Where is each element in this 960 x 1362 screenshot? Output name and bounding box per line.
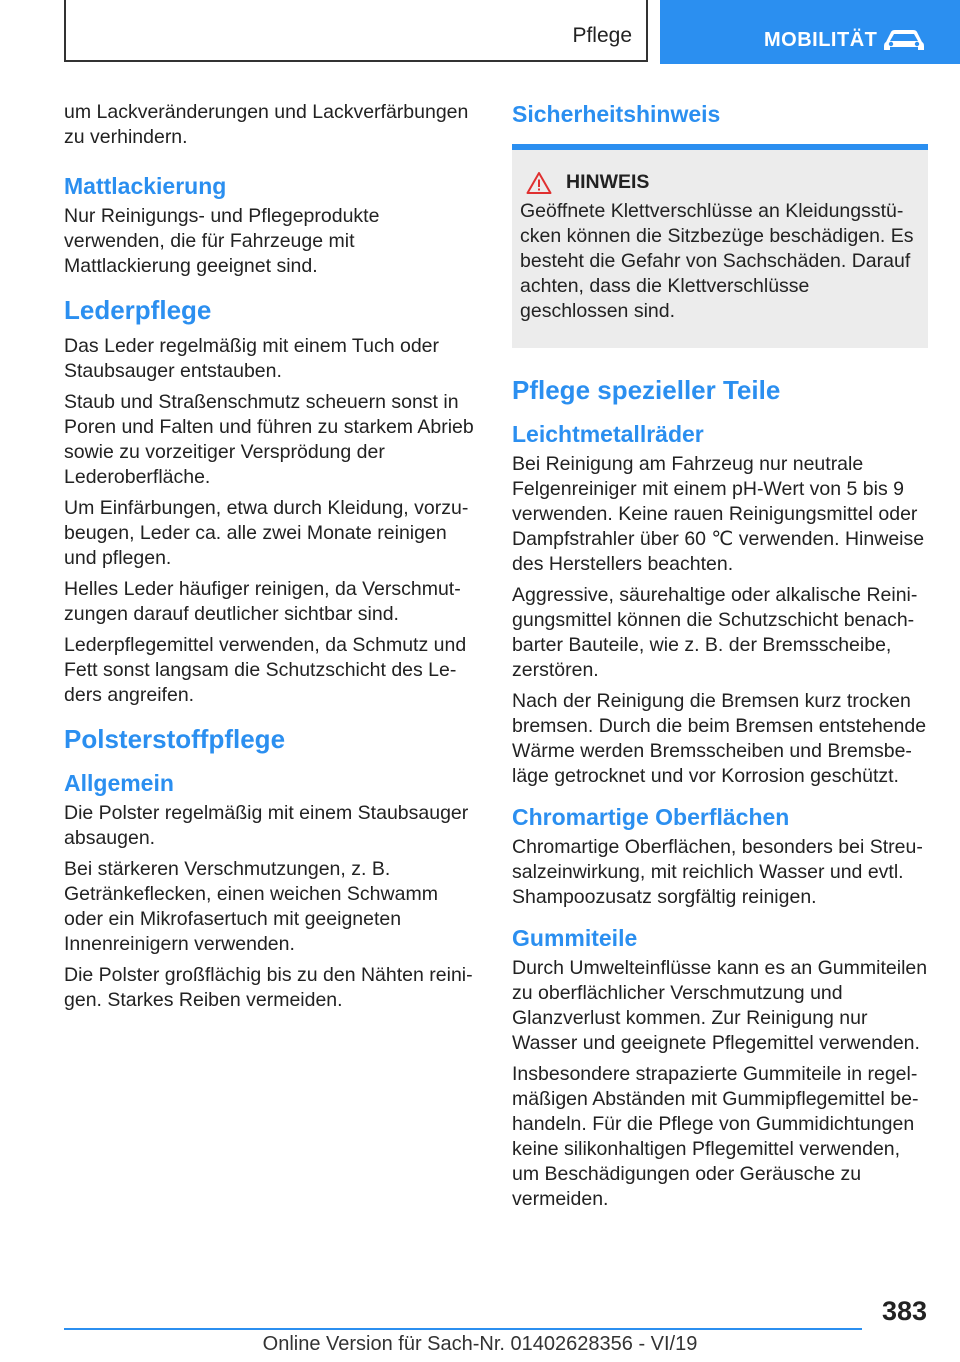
paragraph: Durch Umwelteinflüsse kann es an Gummiteilen zu oberflächlicher Verschmutzung und Glanzverlust kommen. Zur Reinigung nur Wasser und geeignete Pflegemittel verwenden. [512,957,928,1054]
paragraph: Chromartige Oberflächen, besonders bei Streusalzeinwirkung, mit reichlich Wasser und evtl. Shampoozusatz sorgfältig reinigen. [512,836,923,908]
heading-polsterstoffpflege: Polsterstoffpflege [64,724,286,754]
intro-paragraph: um Lackveränderungen und Lackverfärbungen zu verhindern. [64,101,469,148]
chapter-title: MOBILITÄT [764,29,878,51]
warning-triangle-icon [526,171,552,195]
paragraph: Aggressive, säurehaltige oder alkalische Reinigungsmittel können die Schutzschicht benachbarter Bauteile, wie z. B. der Bremsscheibe, zerstören. [512,584,918,681]
section-title: Pflege [572,24,632,47]
footer-divider [64,1328,862,1330]
heading-gummiteile: Gummiteile [512,925,638,951]
heading-allgemein: Allgemein [64,770,174,796]
paragraph: Nur Reinigungs- und Pflegeprodukte verwenden, die für Fahrzeuge mit Mattlackierung geeignet sind. [64,205,380,277]
paragraph: Insbesondere strapazierte Gummiteile in regelmäßigen Abständen mit Gummipflegemittel behandeln. Für die Pflege von Gummidichtungen keine silikonhaltigen Pflegemittel verwenden, um Beschädigungen oder Geräusche zu vermeiden. [512,1063,919,1210]
heading-leichtmetallraeder: Leichtmetallräder [512,421,704,447]
paragraph: Bei Reinigung am Fahrzeug nur neutrale Felgenreiniger mit einem pH-Wert von 5 bis 9 verwenden. Keine rauen Reinigungsmittel oder Dampfstrahler über 60 ℃ verwenden. Hinweise des Herstellers beachten. [512,453,925,575]
right-column [512,100,928,1218]
heading-chromartige-oberflaechen: Chromartige Oberflächen [512,804,790,830]
notice-box [512,144,928,348]
footer-text: Online Version für Sach-Nr. 01402628356 - VI/19 [262,1333,698,1355]
paragraph: Die Polster regelmäßig mit einem Staubsauger absaugen. [64,802,469,849]
paragraph: Lederpflegemittel verwenden, da Schmutz und Fett sonst langsam die Schutzschicht des Leders angreifen. [64,634,467,706]
paragraph: Bei stärkeren Verschmutzungen, z. B. Getränkeflecken, einen weichen Schwamm oder ein Mikrofasertuch mit geeigneten Innenreinigern verwenden. [64,858,438,955]
paragraph: Um Einfärbungen, etwa durch Kleidung, vorzubeugen, Leder ca. alle zwei Monate reinigen und pflegen. [64,497,469,569]
notice-title: HINWEIS [566,171,650,193]
paragraph: Das Leder regelmäßig mit einem Tuch oder Staubsauger entstauben. [64,335,440,382]
heading-mattlackierung: Mattlackierung [64,173,227,199]
car-icon [882,28,926,54]
paragraph: Die Polster großflächig bis zu den Nähten reinigen. Starkes Reiben vermeiden. [64,964,473,1011]
chapter-tab [660,0,960,64]
paragraph: Staub und Straßenschmutz scheuern sonst in Poren und Falten und führen zu starkem Abrieb sowie zu vorzeitiger Versprödung der Lederoberfläche. [64,391,474,488]
left-column [64,100,482,1019]
paragraph: Helles Leder häufiger reinigen, da Verschmutzungen darauf deutlicher sichtbar sind. [64,578,461,625]
paragraph: Nach der Reinigung die Bremsen kurz trocken bremsen. Durch die beim Bremsen entstehende Wärme werden Bremsscheiben und Bremsbeläge getrocknet und vor Korrosion geschützt. [512,690,927,787]
page-number: 383 [881,1296,927,1326]
notice-text: Geöffnete Klettverschlüsse an Kleidungsstücken können die Sitzbezüge beschädigen. Es besteht die Gefahr von Sachschäden. Darauf achten, dass die Klettverschlüsse geschlossen sind. [520,200,914,322]
page-header [0,0,960,66]
heading-lederpflege: Lederpflege [64,295,212,325]
heading-pflege-spezieller-teile: Pflege spezieller Teile [512,375,781,405]
heading-sicherheitshinweis: Sicherheitshinweis [512,101,721,127]
notice-header [520,170,918,195]
section-box [64,0,648,62]
